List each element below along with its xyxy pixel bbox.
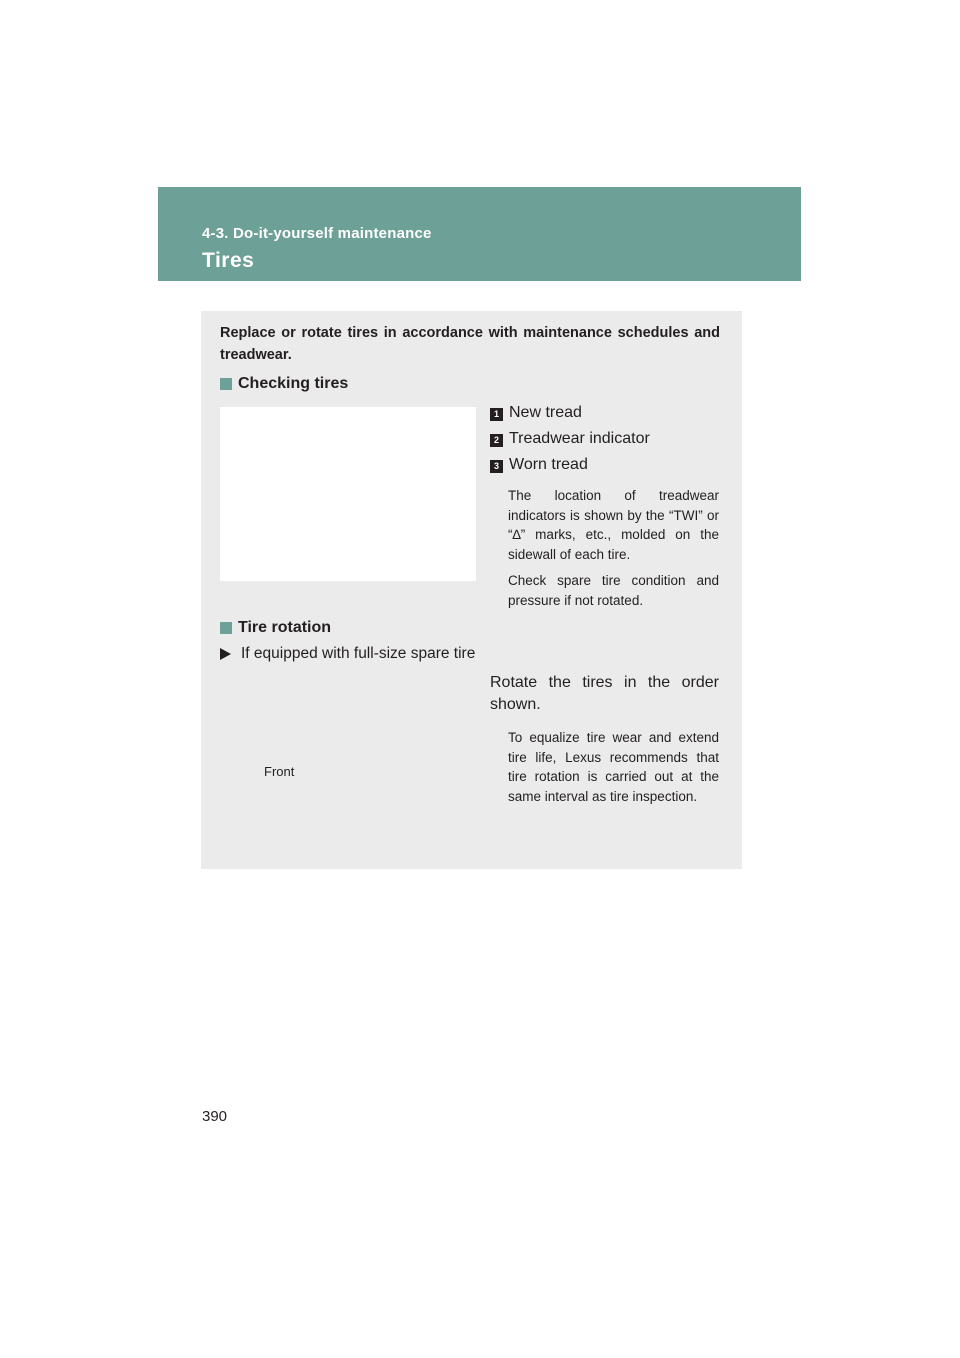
callout-worn-tread: [490, 456, 588, 474]
page-title: Tires: [202, 249, 255, 272]
checking-tires-title: Checking tires: [238, 375, 349, 392]
callout-number: 3: [490, 460, 503, 473]
callout-treadwear-indicator: [490, 430, 650, 448]
intro-text: Replace or rotate tires in accordance with maintenance schedules and treadwear.: [220, 325, 720, 363]
callout-number: 1: [490, 408, 503, 421]
callout-label: Treadwear indicator: [509, 430, 650, 447]
tire-rotation-heading: [220, 619, 331, 637]
tread-illustration: [220, 407, 476, 581]
callout-label: New tread: [509, 404, 582, 421]
square-bullet-icon: [220, 378, 232, 390]
callout-label: Worn tread: [509, 456, 588, 473]
triangle-bullet-icon: [220, 648, 231, 660]
content-panel: [201, 311, 742, 869]
rotation-note: To equalize tire wear and extend tire life, Lexus recommends that tire rotation is carried out at the same interval as tire inspection.: [508, 730, 719, 804]
section-label: 4-3. Do-it-yourself maintenance: [202, 225, 432, 242]
bullet-label: If equipped with full-size spare tire: [241, 645, 476, 662]
full-size-spare-bullet: [220, 645, 475, 663]
callout-number: 2: [490, 434, 503, 447]
spare-tire-note: Check spare tire condition and pressure if not rotated.: [508, 573, 719, 608]
section-header: [158, 187, 801, 281]
rotation-instruction: Rotate the tires in the order shown.: [490, 674, 719, 713]
callout-new-tread: [490, 404, 582, 422]
front-label: Front: [264, 764, 295, 779]
tire-rotation-title: Tire rotation: [238, 619, 332, 636]
treadwear-note: The location of treadwear indicators is shown by the “TWI” or “∆” marks, etc., molded on the sidewall of each tire.: [508, 488, 719, 562]
square-bullet-icon: [220, 622, 232, 634]
page-number: 390: [202, 1108, 228, 1125]
checking-tires-heading: [220, 375, 348, 393]
